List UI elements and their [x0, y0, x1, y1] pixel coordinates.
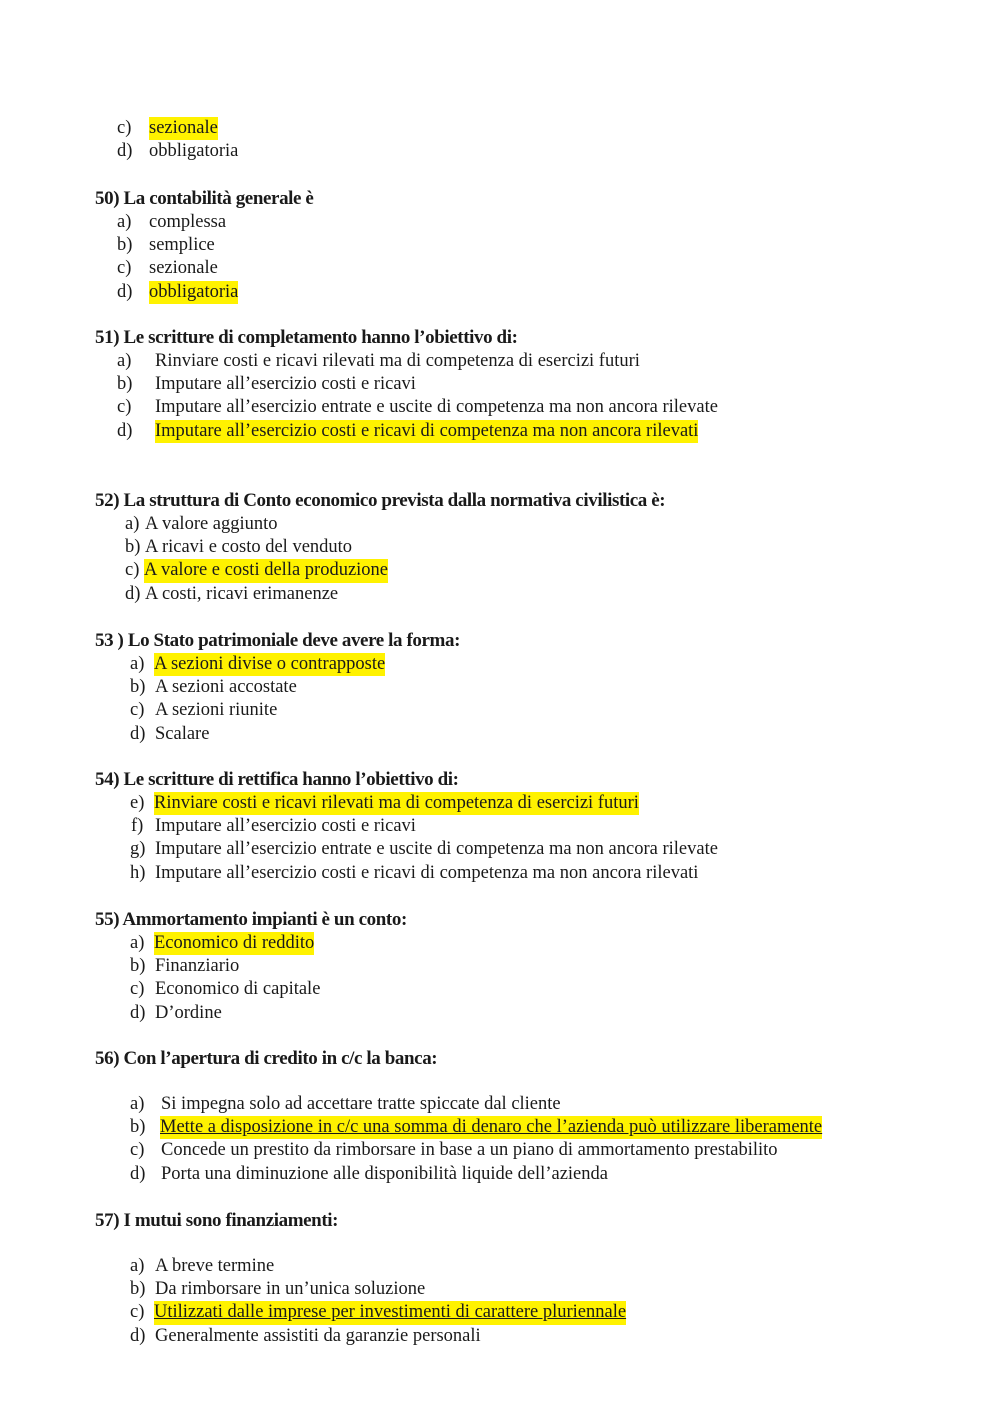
question-50 — [95, 187, 975, 304]
question-title: 55) Ammortamento impianti è un conto: — [95, 909, 407, 930]
option-text: Scalare — [155, 723, 210, 744]
option-text: Porta una diminuzione alle disponibilità liquide dell’azienda — [161, 1163, 608, 1184]
option-text-answer: Imputare all’esercizio costi e ricavi di competenza ma non ancora rilevati — [155, 420, 698, 443]
option-letter: a) — [130, 654, 145, 674]
option-text-answer: Utilizzati dalle imprese per investimenti di carattere pluriennale — [154, 1301, 626, 1324]
option-b — [95, 1278, 975, 1301]
question-54 — [95, 768, 975, 885]
option-text: Rinviare costi e ricavi rilevati ma di competenza di esercizi futuri — [155, 351, 640, 371]
option-text: Finanziario — [155, 956, 240, 977]
option-text: A breve termine — [155, 1256, 275, 1276]
question-52 — [95, 489, 975, 606]
option-letter: d) — [117, 141, 133, 162]
question-55 — [95, 908, 975, 1025]
option-letter: g) — [130, 839, 146, 860]
option-letter: d) — [125, 583, 141, 604]
option-letter: c) — [130, 1140, 145, 1161]
option-text-answer: A valore e costi della produzione — [144, 559, 388, 582]
option-text: Imputare all’esercizio costi e ricavi — [155, 374, 416, 395]
question-title: 51) Le scritture di completamento hanno l’obiettivo di: — [95, 327, 518, 348]
option-c — [95, 699, 975, 722]
question-title: 50) La contabilità generale è — [95, 188, 314, 209]
option-text: complessa — [149, 212, 227, 232]
option-text: A sezioni riunite — [155, 700, 278, 721]
question-title: 52) La struttura di Conto economico prevista dalla normativa civilistica è: — [95, 490, 666, 511]
question-49-fragment — [95, 117, 975, 163]
option-letter: c) — [117, 118, 132, 138]
option-b — [95, 373, 975, 396]
option-letter: d) — [117, 420, 133, 441]
option-b — [95, 536, 975, 559]
option-a — [95, 211, 975, 234]
option-c — [95, 978, 975, 1001]
option-letter: e) — [130, 793, 145, 813]
option-text-answer: Economico di reddito — [154, 932, 314, 955]
option-letter: d) — [130, 1002, 146, 1023]
question-title: 56) Con l’apertura di credito in c/c la banca: — [95, 1048, 438, 1069]
option-c — [95, 1139, 975, 1162]
option-text: sezionale — [149, 258, 218, 279]
option-c — [95, 396, 975, 419]
option-text: Generalmente assistiti da garanzie personali — [155, 1325, 481, 1346]
question-title: 57) I mutui sono finanziamenti: — [95, 1210, 339, 1231]
question-title: 54) Le scritture di rettifica hanno l’obiettivo di: — [95, 769, 459, 790]
option-text: Si impegna solo ad accettare tratte spiccate dal cliente — [161, 1094, 561, 1114]
option-letter: d) — [130, 1163, 146, 1184]
question-56 — [95, 1047, 975, 1186]
option-d — [95, 420, 975, 443]
option-b — [95, 955, 975, 978]
option-f — [95, 815, 975, 838]
option-text: Economico di capitale — [155, 979, 321, 1000]
option-d — [95, 1325, 975, 1348]
option-text: A costi, ricavi erimanenze — [145, 583, 339, 604]
option-text: Imputare all’esercizio entrate e uscite di competenza ma non ancora rilevate — [155, 397, 718, 418]
option-g — [95, 838, 975, 861]
option-text: Imputare all’esercizio entrate e uscite di competenza ma non ancora rilevate — [155, 839, 718, 860]
option-letter: h) — [130, 862, 146, 883]
option-e — [95, 792, 975, 815]
option-b — [95, 1116, 975, 1139]
option-a — [95, 1255, 975, 1278]
option-letter: b) — [117, 374, 133, 395]
option-letter: a) — [117, 212, 132, 232]
option-text: obbligatoria — [149, 141, 239, 162]
option-text: Concede un prestito da rimborsare in base a un piano di ammortamento prestabilito — [161, 1140, 778, 1161]
option-c — [95, 1301, 975, 1324]
option-letter: c) — [130, 700, 145, 721]
option-d — [95, 1163, 975, 1186]
option-letter: c) — [130, 1302, 145, 1323]
option-letter: f) — [131, 816, 144, 837]
option-c — [95, 117, 975, 140]
option-h — [95, 862, 975, 885]
question-title: 53 ) Lo Stato patrimoniale deve avere la forma: — [95, 630, 460, 651]
option-d — [95, 281, 975, 304]
option-d — [95, 583, 975, 606]
option-a — [95, 350, 975, 373]
option-letter: b) — [125, 537, 141, 558]
option-text: A valore aggiunto — [145, 514, 278, 534]
option-letter: c) — [125, 560, 140, 581]
option-c — [95, 559, 975, 582]
option-letter: b) — [117, 235, 133, 256]
option-letter: a) — [130, 1256, 145, 1276]
option-text: D’ordine — [155, 1002, 222, 1023]
option-letter: d) — [130, 1325, 146, 1346]
option-letter: b) — [130, 1117, 146, 1138]
question-53 — [95, 629, 975, 746]
option-text-answer: sezionale — [149, 117, 218, 140]
spacer — [95, 1071, 975, 1093]
option-letter: b) — [130, 956, 146, 977]
option-d — [95, 1002, 975, 1025]
option-letter: b) — [130, 1279, 146, 1300]
option-a — [95, 1093, 975, 1116]
option-a — [95, 653, 975, 676]
option-text-answer: A sezioni divise o contrapposte — [154, 653, 385, 676]
option-letter: b) — [130, 677, 146, 698]
question-51 — [95, 326, 975, 443]
option-text: semplice — [149, 235, 215, 256]
option-letter: c) — [130, 979, 145, 1000]
option-letter: a) — [130, 933, 145, 953]
option-letter: a) — [117, 351, 132, 371]
option-c — [95, 257, 975, 280]
option-d — [95, 140, 975, 163]
option-d — [95, 723, 975, 746]
option-letter: d) — [117, 281, 133, 302]
option-text-answer: obbligatoria — [149, 281, 238, 304]
option-text-answer: Mette a disposizione in c/c una somma di denaro che l’azienda può utilizzare liberamente — [160, 1116, 822, 1139]
option-text: Imputare all’esercizio costi e ricavi di competenza ma non ancora rilevati — [155, 862, 699, 883]
option-text: Da rimborsare in un’unica soluzione — [155, 1279, 426, 1300]
option-b — [95, 676, 975, 699]
option-b — [95, 234, 975, 257]
option-letter: d) — [130, 723, 146, 744]
option-letter: c) — [117, 397, 132, 418]
option-text: A sezioni accostate — [155, 677, 297, 698]
option-letter: c) — [117, 258, 132, 279]
spacer — [95, 1233, 975, 1255]
option-a — [95, 932, 975, 955]
option-text: A ricavi e costo del venduto — [145, 537, 353, 558]
option-text-answer: Rinviare costi e ricavi rilevati ma di competenza di esercizi futuri — [154, 792, 639, 815]
question-57 — [95, 1209, 975, 1348]
option-a — [95, 513, 975, 536]
option-letter: a) — [130, 1094, 145, 1114]
option-text: Imputare all’esercizio costi e ricavi — [155, 816, 416, 837]
option-letter: a) — [125, 514, 140, 534]
